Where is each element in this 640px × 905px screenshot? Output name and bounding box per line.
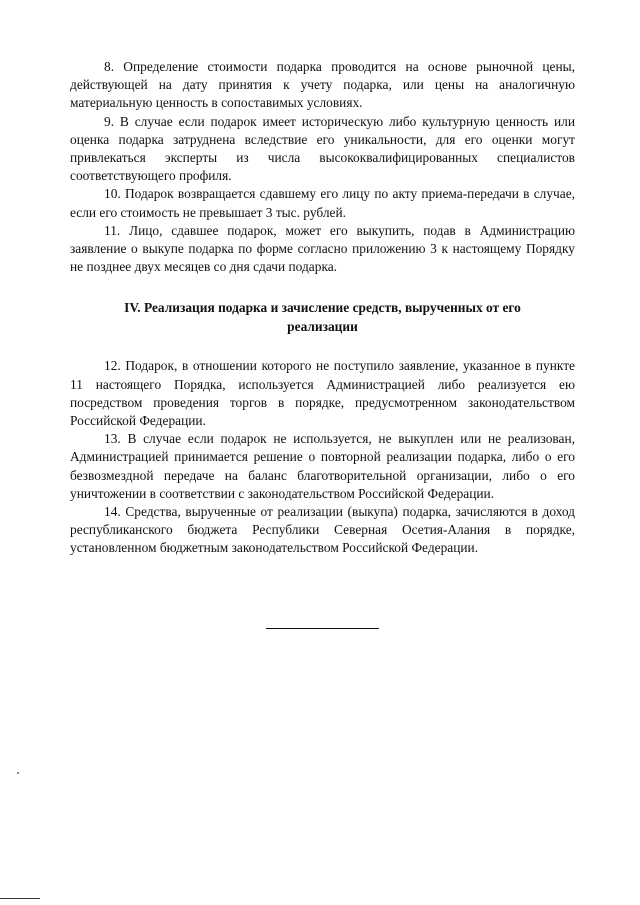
paragraph-10: 10. Подарок возвращается сдавшему его лицу по акту приема-передачи в случае, если его стоимость не превышает 3 тыс. рублей. (70, 186, 575, 220)
paragraph-9: 9. В случае если подарок имеет историческую либо культурную ценность или оценка подарка затруднена вследствие его уникальности, для его оценки могут привлекаться эксперты из числа высококвалифицированных специалистов соответствующего профиля. (70, 113, 575, 184)
paragraph-13: 13. В случае если подарок не используется, не выкуплен или не реализован, Администрацией принимается решение о повторной реализации подарка, либо о его безвозмездной передаче на баланс благотворительной организации, либо о его уничтожении в соответствии с законодательством Российской Федерации. (70, 431, 575, 501)
section-heading (70, 298, 575, 336)
section-heading-line2: реализации (287, 319, 358, 335)
paragraph-14: 14. Средства, вырученные от реализации (выкупа) подарка, зачисляются в доход республиканского бюджета Республики Северная Осетия-Алания в порядке, установленном бюджетным законодательством Российской Федерации. (70, 504, 575, 556)
page-edge-mark (0, 898, 40, 899)
section-heading-line1: IV. Реализация подарка и зачисление средств, вырученных от его (124, 300, 521, 316)
document-body (70, 58, 575, 558)
paragraph-12: 12. Подарок, в отношении которого не поступило заявление, указанное в пункте 11 настоящего Порядка, используется Администрацией либо реализуется ею посредством проведения торгов в порядке, предусмотренном законодательством Российской Федерации. (70, 358, 575, 429)
paragraph-8: 8. Определение стоимости подарка проводится на основе рыночной цены, действующей на дату принятия к учету подарка, или цены на аналогичную материальную ценность в сопоставимых условиях. (70, 59, 575, 111)
scan-speck (17, 772, 19, 774)
paragraph-11: 11. Лицо, сдавшее подарок, может его выкупить, подав в Администрацию заявление о выкупе подарка по форме согласно приложению 3 к настоящему Порядку не позднее двух месяцев со дня сдачи подарка. (70, 222, 575, 275)
end-separator-line (266, 628, 379, 629)
